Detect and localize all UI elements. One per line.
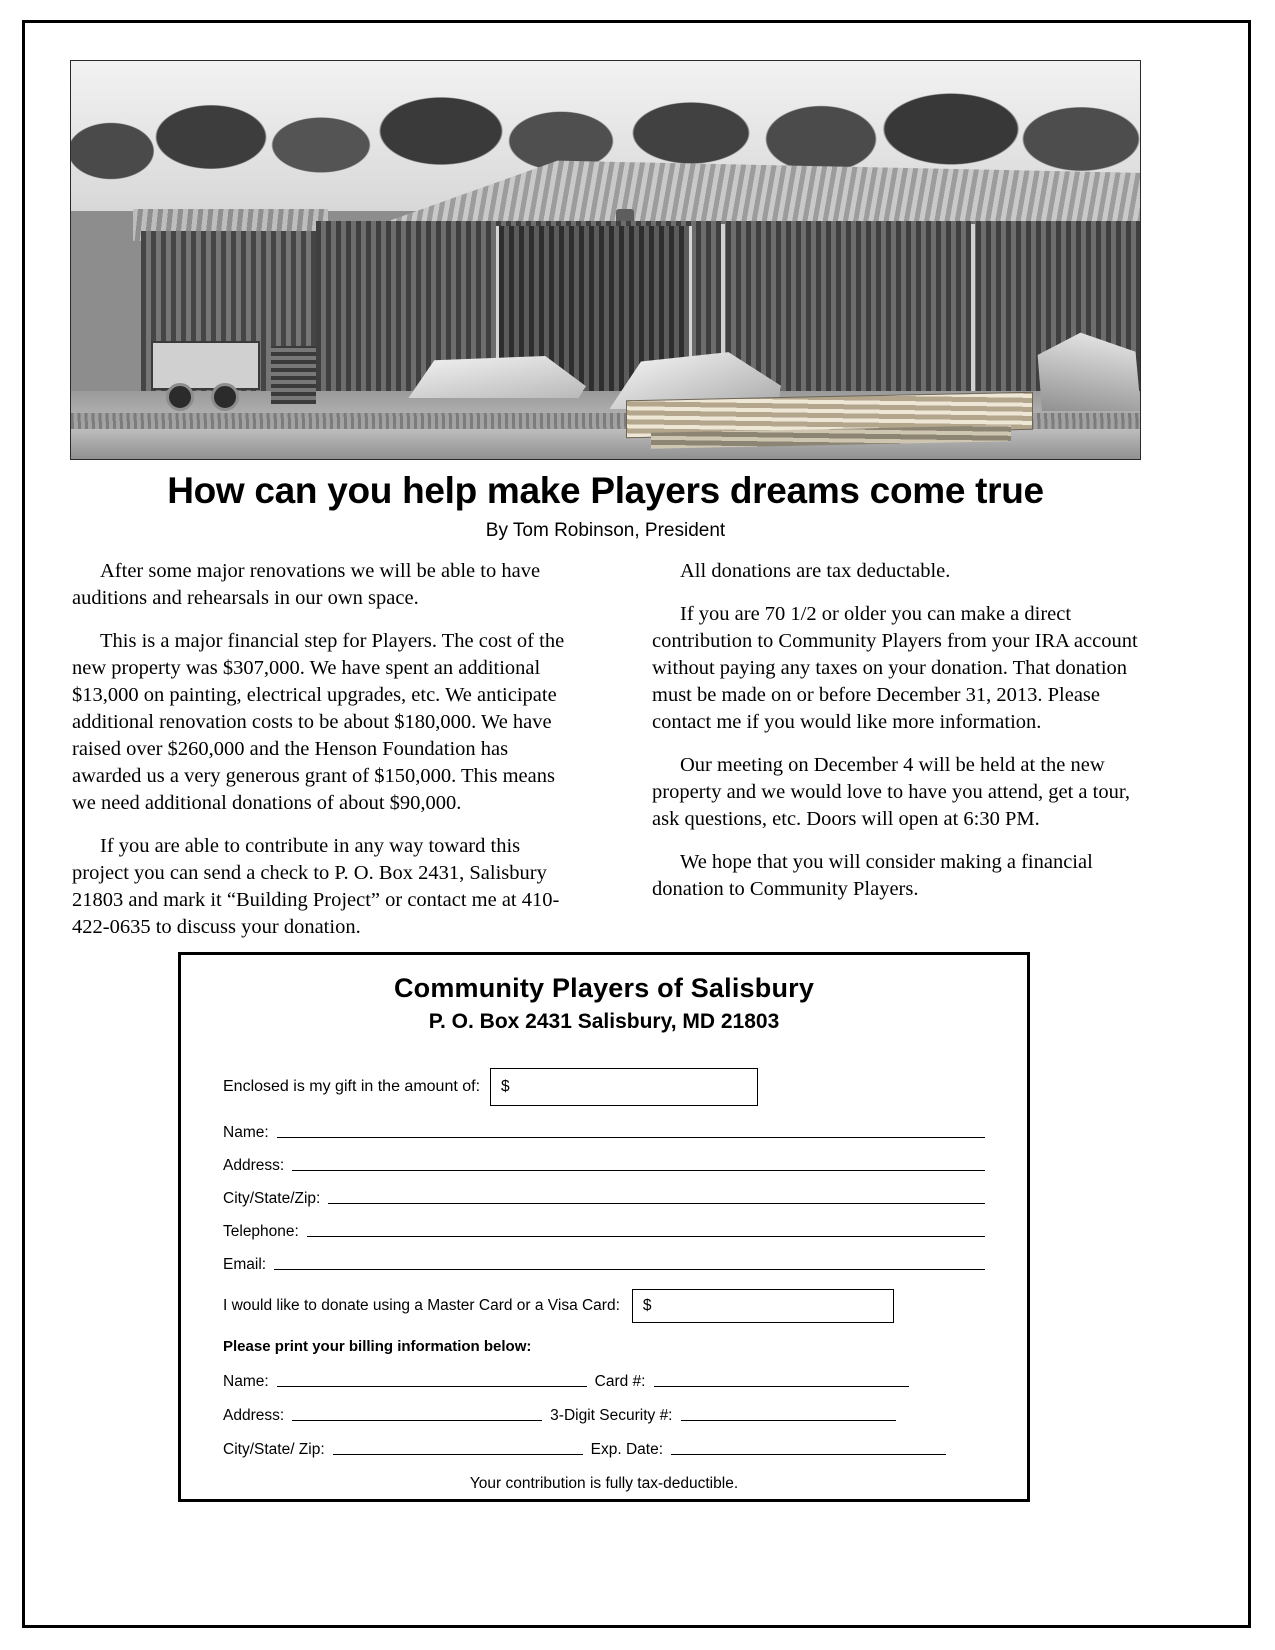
paragraph: All donations are tax deductable.	[680, 560, 951, 582]
form-title: Community Players of Salisbury	[393, 973, 815, 1003]
billing-address-input[interactable]	[292, 1420, 542, 1421]
tax-deductible-note: Your contribution is fully tax-deductible.	[469, 1475, 739, 1492]
photo-chair	[271, 346, 316, 404]
paragraph: We hope that you will consider making a financial donation to Community Players.	[652, 851, 1093, 900]
telephone-input[interactable]	[307, 1236, 985, 1237]
email-row	[223, 1256, 985, 1274]
article-left-column	[72, 558, 582, 957]
billing-address-label: Address:	[223, 1407, 285, 1424]
photo-trailer-wheel	[166, 383, 194, 411]
billing-name-row	[223, 1373, 985, 1391]
billing-instruction-label: Please print your billing information below:	[223, 1338, 532, 1355]
telephone-label: Telephone:	[223, 1223, 299, 1240]
paragraph: This is a major financial step for Players. The cost of the new property was $307,000. We have spent an additional $13,000 on painting, electrical upgrades, etc. We anticipate additional renovation costs to be about $180,000. We have raised over $260,000 and the Henson Foundation has awarded us a very generous grant of $150,000. This means we need additional donations of about $90,000.	[72, 630, 565, 814]
billing-city-row	[223, 1441, 985, 1459]
billing-name-input[interactable]	[277, 1386, 587, 1387]
photo-wall-seam	[971, 224, 975, 406]
photo-trailer-wheel	[211, 383, 239, 411]
card-number-label: Card #:	[594, 1373, 646, 1390]
warehouse-photo	[70, 60, 1141, 460]
expiration-input[interactable]	[671, 1454, 946, 1455]
gift-amount-label: Enclosed is my gift in the amount of:	[223, 1078, 481, 1095]
article-right-column	[652, 558, 1142, 919]
billing-address-row	[223, 1407, 985, 1425]
city-state-zip-row	[223, 1190, 985, 1208]
photo-roof-vent	[616, 209, 634, 221]
paragraph: If you are able to contribute in any way toward this project you can send a check to P. O. Box 2431, Salisbury 21803 and mark it “Building Project” or contact me at 410-422-0635 to discuss your donation.	[72, 835, 560, 938]
gift-amount-input[interactable]: $	[490, 1068, 758, 1106]
billing-name-label: Name:	[223, 1373, 269, 1390]
telephone-row	[223, 1223, 985, 1241]
credit-card-row	[223, 1289, 985, 1323]
expiration-label: Exp. Date:	[590, 1441, 664, 1458]
card-number-input[interactable]	[654, 1386, 909, 1387]
name-input[interactable]	[277, 1137, 985, 1138]
email-input[interactable]	[274, 1269, 985, 1270]
form-subtitle: P. O. Box 2431 Salisbury, MD 21803	[428, 1010, 780, 1033]
billing-city-label: City/State/ Zip:	[223, 1441, 325, 1458]
email-label: Email:	[223, 1256, 267, 1273]
security-code-label: 3-Digit Security #:	[550, 1407, 673, 1424]
article-headline: How can you help make Players dreams come true	[167, 470, 1044, 511]
billing-instruction-row	[223, 1338, 985, 1355]
credit-card-label: I would like to donate using a Master Card or a Visa Card:	[223, 1297, 620, 1314]
city-state-zip-label: City/State/Zip:	[223, 1190, 321, 1207]
billing-city-input[interactable]	[333, 1454, 583, 1455]
form-body	[223, 1068, 985, 1493]
article-byline: By Tom Robinson, President	[485, 520, 726, 541]
credit-card-amount-input[interactable]: $	[632, 1289, 894, 1323]
paragraph: Our meeting on December 4 will be held at the new property and we would love to have you attend, get a tour, ask questions, etc. Doors will open at 6:30 PM.	[652, 754, 1130, 830]
photo-trailer	[151, 341, 260, 390]
city-state-zip-input[interactable]	[328, 1203, 985, 1204]
address-row	[223, 1157, 985, 1175]
paragraph: After some major renovations we will be able to have auditions and rehearsals in our own space.	[72, 560, 541, 609]
name-row	[223, 1124, 985, 1142]
address-input[interactable]	[292, 1170, 985, 1171]
security-code-input[interactable]	[681, 1420, 896, 1421]
address-label: Address:	[223, 1157, 285, 1174]
donation-form	[178, 952, 1030, 1502]
name-label: Name:	[223, 1124, 269, 1141]
gift-amount-row	[223, 1068, 985, 1106]
paragraph: If you are 70 1/2 or older you can make a direct contribution to Community Players from your IRA account without paying any taxes on your donation. That donation must be made on or before December 31, 2013. Please contact me if you would like more information.	[652, 603, 1138, 733]
